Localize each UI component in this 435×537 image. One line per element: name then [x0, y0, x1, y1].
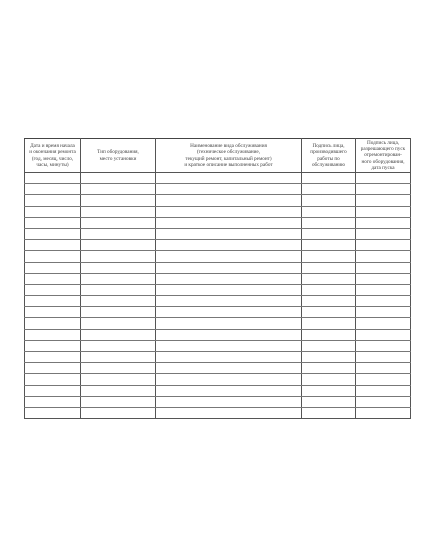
table-cell [302, 262, 356, 273]
table-cell [302, 340, 356, 351]
table-row [25, 240, 411, 251]
table-cell [302, 240, 356, 251]
maintenance-log-table [24, 138, 411, 419]
table-cell [25, 385, 81, 396]
table-cell [302, 206, 356, 217]
table-row [25, 206, 411, 217]
table-cell [156, 228, 302, 239]
table-cell [302, 363, 356, 374]
table-cell [156, 284, 302, 295]
table-cell [81, 251, 156, 262]
table-cell [156, 217, 302, 228]
table-cell [302, 307, 356, 318]
table-cell [81, 273, 156, 284]
table-cell [356, 374, 411, 385]
table-row [25, 228, 411, 239]
table-cell [81, 228, 156, 239]
table-cell [81, 374, 156, 385]
table-cell [356, 307, 411, 318]
table-cell [25, 296, 81, 307]
table-cell [25, 195, 81, 206]
header-service-type: Наименование вида обслуживания (техническое обслуживание, текущий ремонт, капитальный ремонт) и краткое описание выполненных работ [156, 139, 302, 173]
table-row [25, 195, 411, 206]
table-row [25, 173, 411, 184]
table-cell [81, 195, 156, 206]
table-cell [156, 184, 302, 195]
table-cell [356, 363, 411, 374]
table-cell [302, 396, 356, 407]
table-cell [156, 307, 302, 318]
table-cell [25, 374, 81, 385]
table-row [25, 273, 411, 284]
table-cell [81, 296, 156, 307]
table-row [25, 385, 411, 396]
table-cell [302, 352, 356, 363]
table-cell [302, 184, 356, 195]
table-cell [81, 363, 156, 374]
table-cell [81, 206, 156, 217]
table-cell [356, 195, 411, 206]
table-row [25, 184, 411, 195]
table-cell [356, 184, 411, 195]
table-cell [156, 318, 302, 329]
table-row [25, 262, 411, 273]
table-cell [156, 206, 302, 217]
table-cell [156, 251, 302, 262]
header-equipment-type: Тип оборудования, место установки [81, 139, 156, 173]
table-cell [156, 173, 302, 184]
table-cell [302, 318, 356, 329]
table-cell [302, 407, 356, 418]
table-cell [81, 284, 156, 295]
table-cell [156, 385, 302, 396]
table-cell [25, 329, 81, 340]
table-cell [25, 340, 81, 351]
table-cell [25, 262, 81, 273]
table-row [25, 340, 411, 351]
header-worker-signature: Подпись лица, производившего работы по обслуживанию [302, 139, 356, 173]
header-repair-datetime: Дата и время начала и окончания ремонта (год, месяц, число, часы, минуты) [25, 139, 81, 173]
table-cell [25, 352, 81, 363]
table-row [25, 396, 411, 407]
table-cell [356, 352, 411, 363]
table-cell [25, 173, 81, 184]
table-cell [25, 284, 81, 295]
table-cell [302, 284, 356, 295]
table-row [25, 217, 411, 228]
table-cell [156, 374, 302, 385]
table-cell [356, 240, 411, 251]
table-cell [302, 173, 356, 184]
table-cell [25, 251, 81, 262]
table-cell [81, 329, 156, 340]
table-cell [356, 251, 411, 262]
table-cell [25, 363, 81, 374]
table-cell [156, 273, 302, 284]
table-cell [25, 217, 81, 228]
table-cell [81, 217, 156, 228]
table-cell [81, 340, 156, 351]
table-cell [81, 262, 156, 273]
table-cell [81, 318, 156, 329]
table-cell [156, 296, 302, 307]
table-cell [81, 307, 156, 318]
table-cell [81, 396, 156, 407]
table-cell [302, 296, 356, 307]
table-cell [302, 217, 356, 228]
table-cell [156, 262, 302, 273]
table-cell [302, 385, 356, 396]
table-cell [156, 240, 302, 251]
table-row [25, 296, 411, 307]
table-cell [356, 206, 411, 217]
table-cell [302, 329, 356, 340]
table-cell [356, 217, 411, 228]
table-cell [25, 407, 81, 418]
table-cell [302, 228, 356, 239]
table-cell [81, 184, 156, 195]
table-cell [25, 307, 81, 318]
table-cell [25, 396, 81, 407]
table-cell [356, 318, 411, 329]
table-cell [156, 195, 302, 206]
table-cell [156, 407, 302, 418]
table-cell [81, 240, 156, 251]
table-row [25, 307, 411, 318]
table-cell [356, 228, 411, 239]
table-cell [356, 396, 411, 407]
table-cell [356, 262, 411, 273]
header-startup-signature: Подпись лица, разрешающего пуск отремонтирован- ного оборудования, дата пуска [356, 139, 411, 173]
table-cell [302, 251, 356, 262]
table-cell [356, 407, 411, 418]
table-cell [81, 385, 156, 396]
table-row [25, 374, 411, 385]
table-cell [156, 340, 302, 351]
table-cell [356, 284, 411, 295]
table-cell [356, 296, 411, 307]
table-cell [25, 206, 81, 217]
table-cell [25, 228, 81, 239]
table-body [25, 173, 411, 419]
table-cell [25, 184, 81, 195]
table-cell [81, 407, 156, 418]
table-cell [302, 195, 356, 206]
table-cell [25, 318, 81, 329]
table-header-row [25, 139, 411, 173]
table-cell [81, 352, 156, 363]
table-cell [156, 396, 302, 407]
table-row [25, 352, 411, 363]
table-cell [156, 352, 302, 363]
table-cell [25, 240, 81, 251]
table-cell [156, 329, 302, 340]
table-row [25, 251, 411, 262]
table-cell [356, 173, 411, 184]
table-cell [302, 273, 356, 284]
table-cell [356, 329, 411, 340]
table-cell [302, 374, 356, 385]
table-cell [356, 385, 411, 396]
table-row [25, 329, 411, 340]
table-cell [356, 273, 411, 284]
table-cell [81, 173, 156, 184]
table-cell [25, 273, 81, 284]
table-row [25, 318, 411, 329]
table-row [25, 407, 411, 418]
table-row [25, 363, 411, 374]
table-row [25, 284, 411, 295]
table-cell [156, 363, 302, 374]
table-cell [356, 340, 411, 351]
